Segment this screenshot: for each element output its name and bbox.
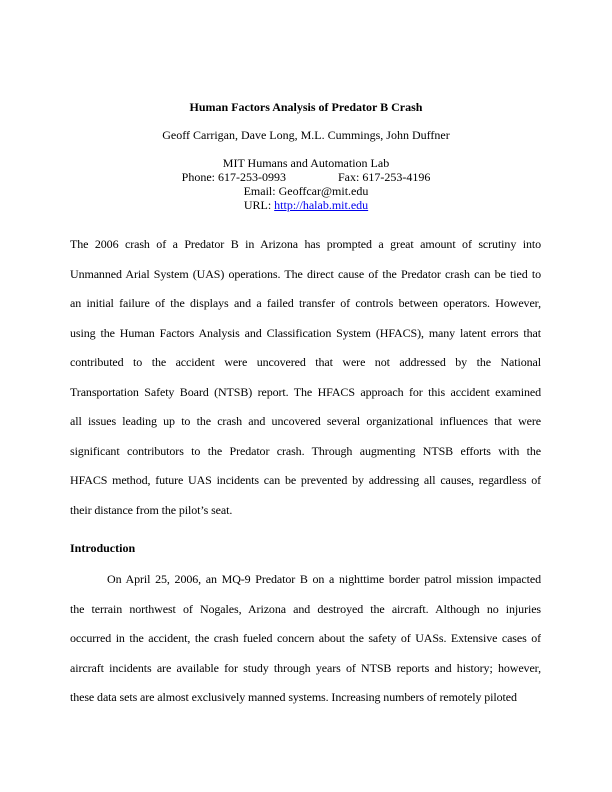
fax-number: Fax: 617-253-4196 <box>338 169 431 184</box>
affiliation: MIT Humans and Automation Lab <box>222 155 390 170</box>
introduction-paragraph <box>70 565 541 713</box>
halab-url-link[interactable]: http://halab.mit.edu <box>274 198 369 213</box>
introduction-heading: Introduction <box>70 541 136 555</box>
text-line: an initial failure of the displays and a failed transfer of controls between operators. However, <box>70 296 541 310</box>
email-line: Email: Geoffcar@mit.edu <box>243 183 369 198</box>
text-line: aircraft incidents are available for study through years of NTSB reports and history; however, <box>70 660 541 675</box>
text-line: significant contributors to the Predator crash. Through augmenting NTSB efforts with the <box>70 443 541 458</box>
phone-number: Phone: 617-253-0993 <box>181 169 286 184</box>
paper-authors: Geoff Carrigan, Dave Long, M.L. Cummings, John Duffner <box>162 128 450 143</box>
paper-header <box>71 100 541 212</box>
text-line: their distance from the pilot’s seat. <box>70 502 233 517</box>
text-line: using the Human Factors Analysis and Classification System (HFACS), many latent errors that <box>70 325 541 340</box>
text-line: HFACS method, future UAS incidents can be prevented by addressing all causes, regardless of <box>70 473 541 487</box>
contact-block <box>71 156 541 213</box>
text-line: Transportation Safety Board (NTSB) report. The HFACS approach for this accident examined <box>70 384 541 399</box>
abstract-paragraph <box>70 230 541 525</box>
text-line: all issues leading up to the crash and uncovered several organizational influences that were <box>70 414 541 428</box>
paper-title: Human Factors Analysis of Predator B Crash <box>189 100 423 114</box>
text-line: The 2006 crash of a Predator B in Arizona has prompted a great amount of scrutiny into <box>70 237 541 251</box>
text-line: contributed to the accident were uncovered that were not addressed by the National <box>70 355 541 369</box>
url-label: URL: <box>243 198 275 213</box>
phone-fax-line <box>71 170 541 184</box>
text-line: On April 25, 2006, an MQ-9 Predator B on a nighttime border patrol mission impacted <box>107 572 541 586</box>
text-line: these data sets are almost exclusively manned systems. Increasing numbers of remotely piloted <box>70 690 517 704</box>
text-line: the terrain northwest of Nogales, Arizona and destroyed the aircraft. Although no injuries <box>70 601 541 616</box>
text-line: occurred in the accident, the crash fueled concern about the safety of UASs. Extensive cases of <box>70 631 541 645</box>
text-line: Unmanned Arial System (UAS) operations. The direct cause of the Predator crash can be tied to <box>70 266 541 281</box>
url-line <box>71 198 541 212</box>
